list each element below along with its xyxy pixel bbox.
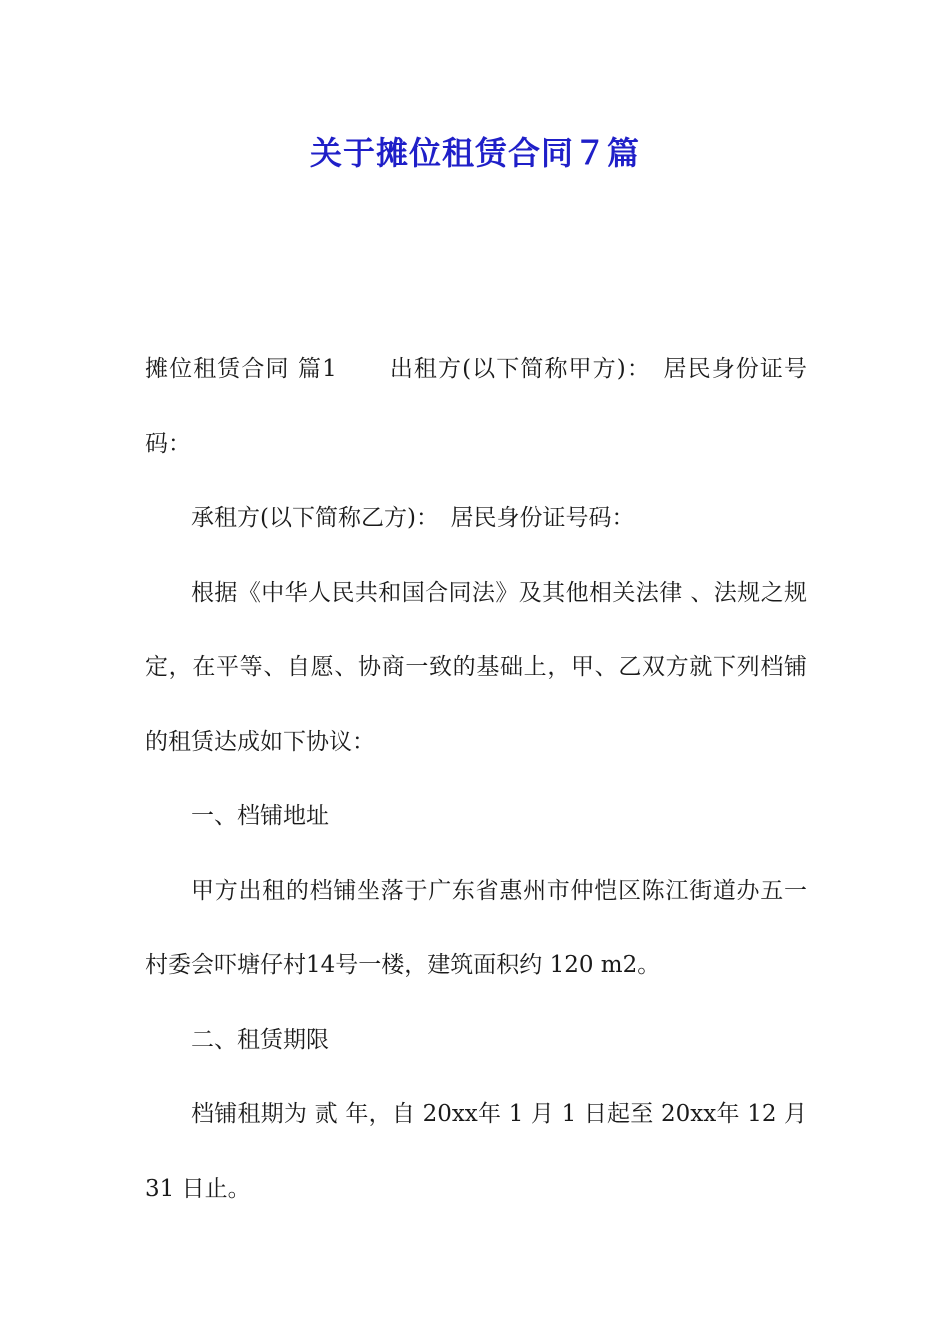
section-heading-address: 一、档铺地址 [191,803,329,829]
paragraph-lessor [145,332,807,481]
paragraph-lessee: 承租方(以下简称乙方)： 居民身份证号码： [191,505,635,531]
section-heading-term: 二、租赁期限 [191,1026,329,1053]
paragraph-address: 甲方出租的档铺坐落于广东省惠州市仲恺区陈江街道办五一村委会吓塘仔村14号一楼，建筑面积约 120 m2。 [145,877,807,978]
paragraph-term: 档铺租期为 贰 年，自 20xx年 1 月 1 日起至 20xx年 12 月 31 日止。 [145,1101,807,1202]
paragraph-legal-basis: 根据《中华人民共和国合同法》及其他相关法律 、法规之规定，在平等、自愿、协商一致的基础上，甲、乙双方就下列档铺的租赁达成如下协议： [145,579,807,755]
document-body [145,332,807,1226]
document-title: 关于摊位租赁合同７篇 [309,134,640,172]
lessor-line: 出租方(以下简称甲方)： 居民身份证号码： [145,356,807,457]
contract-heading: 摊位租赁合同 篇1 [145,356,337,382]
